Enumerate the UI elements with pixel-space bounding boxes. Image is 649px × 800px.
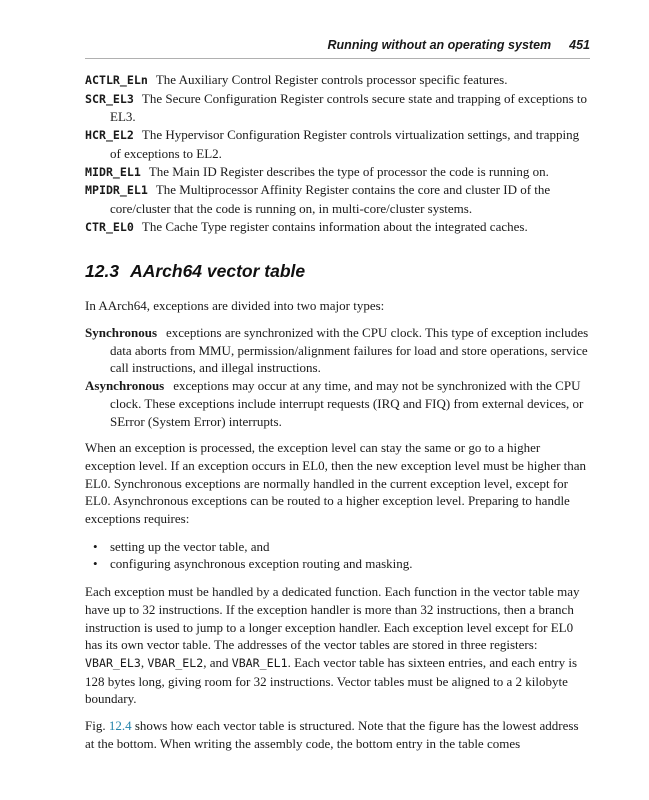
register-name: CTR_EL0 xyxy=(85,219,134,234)
register-name: SCR_EL3 xyxy=(85,91,134,106)
paragraph-exception-levels: When an exception is processed, the exception level can stay the same or go to a higher exception level. If an exception occurs in EL0, then the new exception level must be higher than EL0. Synchronous exceptions are normally handled in the current exception level, except for EL0. Asynchronous exceptions can be routed to a higher exception level. Preparing to handle exceptions requires: xyxy=(85,440,587,527)
paragraph-text: Fig. xyxy=(85,718,109,734)
section-heading xyxy=(85,261,590,281)
intro-paragraph: In AArch64, exceptions are divided into two major types: xyxy=(85,298,385,314)
register-definitions xyxy=(85,71,590,236)
bullet-item xyxy=(85,538,590,556)
paragraph-text: . Each vector table has sixteen entries, and each entry is 128 bytes long, giving room for 32 instructions. Vector tables must be aligned to a 2 kilobyte boundary. xyxy=(85,654,578,707)
bullet-icon: • xyxy=(93,538,98,554)
bullet-item xyxy=(85,555,590,573)
section-title: AArch64 vector table xyxy=(130,261,306,282)
section-number: 12.3 xyxy=(85,261,120,282)
definition-text: The Multiprocessor Affinity Register contains the core and cluster ID of the core/cluster that the code is running on, in multi-core/cluster systems. xyxy=(110,182,551,216)
register-name: HCR_EL2 xyxy=(85,128,134,143)
definition-item xyxy=(85,163,590,182)
register-ref: VBAR_EL1 xyxy=(231,655,288,670)
definition-item xyxy=(85,181,590,217)
register-ref: VBAR_EL2 xyxy=(147,655,204,670)
figure-link[interactable]: 12.4 xyxy=(108,718,132,734)
exception-type-term: Asynchronous xyxy=(85,378,165,394)
definition-item xyxy=(85,218,590,237)
exception-type-item xyxy=(85,377,590,430)
exception-types xyxy=(85,324,590,430)
definition-item xyxy=(85,90,590,126)
definition-item xyxy=(85,71,590,90)
exception-type-term: Synchronous xyxy=(85,325,158,341)
exception-type-text: exceptions may occur at any time, and may not be synchronized with the CPU clock. These exceptions include interrupt requests (IRQ and FIQ) from external devices, or SError (System Error) interrupts. xyxy=(110,378,584,429)
bullet-text: setting up the vector table, and xyxy=(110,538,270,554)
definition-text: The Cache Type register contains information about the integrated caches. xyxy=(141,218,528,234)
page-number: 451 xyxy=(569,38,590,52)
definition-text: The Auxiliary Control Register controls processor specific features. xyxy=(155,72,508,87)
running-head-title: Running without an operating system xyxy=(327,38,552,52)
bullet-text: configuring asynchronous exception routing and masking. xyxy=(110,556,413,572)
register-name: MPIDR_EL1 xyxy=(85,183,148,198)
paragraph-text: , and xyxy=(203,654,232,670)
definition-item xyxy=(85,126,590,162)
bullet-list xyxy=(85,538,590,573)
register-name: MIDR_EL1 xyxy=(85,164,141,179)
exception-type-item xyxy=(85,324,590,377)
definition-text: The Secure Configuration Register controls secure state and trapping of exceptions to EL3. xyxy=(110,90,587,125)
bullet-icon: • xyxy=(93,556,98,572)
paragraph-text: Each exception must be handled by a dedicated function. Each function in the vector table may have up to 32 instructions. If the exception handler is more than 32 instructions, then a branch instruction is used to jump to a longer exception handler. Each exception level except for EL0 has its own vector table. The addresses of the vector tables are stored in three registers: xyxy=(85,584,580,653)
paragraph-figure-ref xyxy=(85,717,590,752)
paragraph-text: , xyxy=(140,654,148,670)
register-name: ACTLR_ELn xyxy=(85,73,148,87)
paragraph-vector-table xyxy=(85,583,590,708)
register-ref: VBAR_EL3 xyxy=(85,655,141,670)
exception-type-text: exceptions are synchronized with the CPU clock. This type of exception includes data aborts from MMU, permission/alignment failures for load and store operations, service call instructions, and illegal instructions. xyxy=(110,325,589,376)
definition-text: The Main ID Register describes the type of processor the code is running on. xyxy=(148,163,549,179)
header-rule xyxy=(85,58,590,59)
definition-text: The Hypervisor Configuration Register controls virtualization settings, and trapping of exceptions to EL2. xyxy=(110,127,580,161)
running-head xyxy=(85,38,590,53)
paragraph-text: shows how each vector table is structured. Note that the figure has the lowest address at the bottom. When writing the assembly code, the bottom entry in the table comes xyxy=(85,718,579,751)
